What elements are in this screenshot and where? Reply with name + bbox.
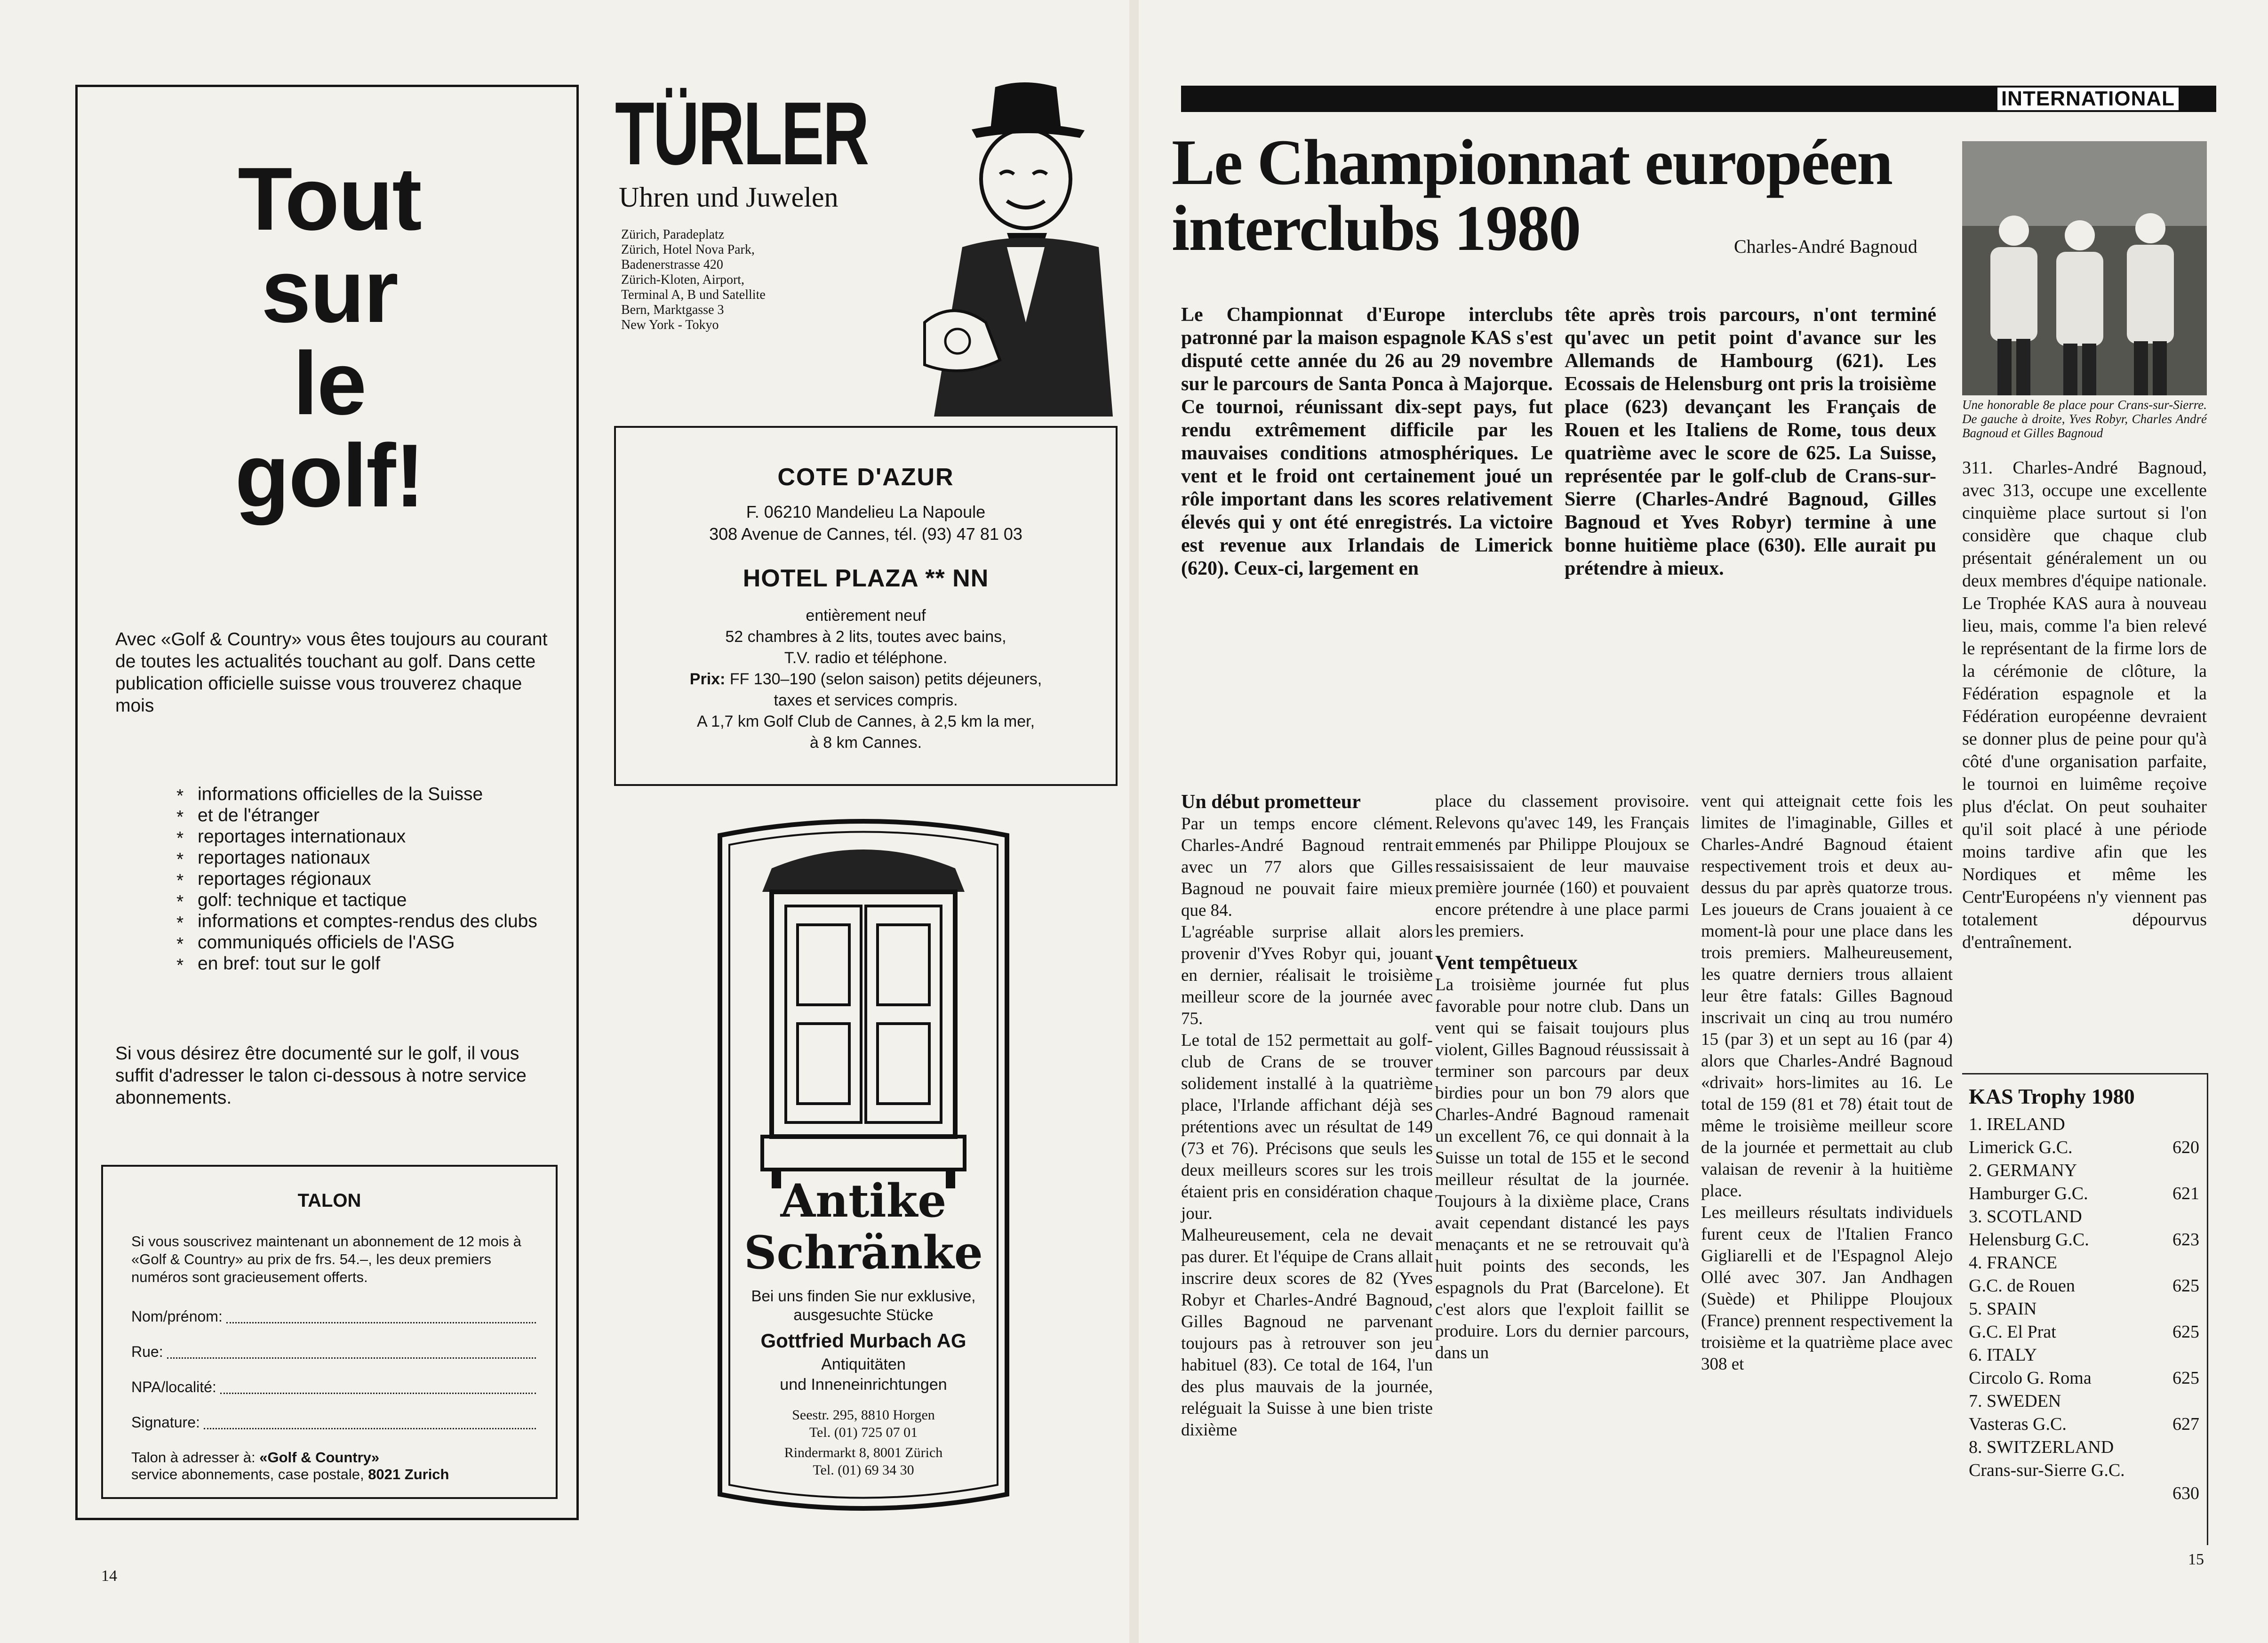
team-score: 627: [2172, 1414, 2199, 1434]
turler-addresses: Zürich, Paradeplatz Zürich, Hotel Nova Park, Badenerstrasse 420 Zürich-Kloten, Airport, Terminal A, B und Satellite Bern, Marktgasse 3 New York - Tokyo: [621, 227, 766, 332]
antike-company: Gottfried Murbach AG: [760, 1330, 966, 1352]
team-photo: [1962, 141, 2207, 395]
team-score: 621: [2172, 1184, 2199, 1203]
hotel-plaza-ad: [614, 426, 1118, 786]
club-name: Hamburger G.C.: [1969, 1184, 2088, 1203]
antike-address: Seestr. 295, 8810 Horgen: [792, 1407, 935, 1423]
antike-tagline: ausgesuchte Stücke: [793, 1306, 934, 1323]
antike-title-1: Antike: [780, 1174, 947, 1227]
golf-bullet-list: [176, 784, 572, 974]
club-name: Circolo G. Roma: [1969, 1368, 2092, 1388]
hotel-detail: T.V. radio et téléphone.: [784, 649, 948, 667]
antike-schraenke-ad: [711, 817, 1016, 1513]
hotel-detail: à 8 km Cannes.: [809, 734, 922, 752]
table-row: 4. FRANCE: [1969, 1253, 2057, 1273]
hotel-detail: entièrement neuf: [806, 607, 926, 625]
trophy-title: KAS Trophy 1980: [1969, 1084, 2135, 1108]
club-name: Vasteras G.C.: [1969, 1414, 2067, 1434]
subheading: Vent tempêtueux: [1435, 952, 1578, 974]
table-row: [1969, 1274, 2199, 1297]
antike-text: und Inneneinrichtungen: [780, 1376, 947, 1394]
subheading: Un début prometteur: [1181, 791, 1361, 813]
table-row: [1969, 1136, 2199, 1159]
table-row: 1. IRELAND: [1969, 1114, 2065, 1134]
hotel-detail: A 1,7 km Golf Club de Cannes, à 2,5 km la mer,: [696, 713, 1035, 730]
table-row: 7. SWEDEN: [1969, 1391, 2061, 1411]
list-item: * informations officielles de la Suisse: [176, 784, 572, 805]
club-name: Helensburg G.C.: [1969, 1230, 2089, 1250]
list-item: * communiqués officiels de l'ASG: [176, 932, 572, 953]
article-author: Charles-André Bagnoud: [1734, 236, 1917, 257]
table-row: [1969, 1367, 2199, 1389]
antike-address: Tel. (01) 725 07 01: [809, 1425, 918, 1440]
table-row: [1969, 1182, 2199, 1205]
paragraph: Les meilleurs résultats individuels furent ceux de l'Italien Franco Gigliarelli et de l'Espagnol Alejo Ollé avec 307. Jan Andhagen (Suède) et Philippe Ploujoux (France) prennent respectivement la troisième et la quatrième place avec 308 et: [1701, 1203, 1953, 1374]
table-row: 6. ITALY: [1969, 1345, 2037, 1365]
hotel-address-1: F. 06210 Mandelieu La Napoule: [746, 502, 986, 521]
table-row: [1969, 1228, 2199, 1251]
team-score: 630: [2172, 1483, 2199, 1503]
left-page: [0, 0, 1129, 1643]
turler-ad: [605, 78, 1118, 417]
photo-caption: Une honorable 8e place pour Crans-sur-Sierre. De gauche à droite, Yves Robyr, Charles André Bagnoud et Gilles Bagnoud: [1962, 398, 2207, 440]
section-bar: [1181, 86, 2216, 112]
signature-field[interactable]: Signature:: [131, 1414, 536, 1431]
team-score: 625: [2172, 1368, 2199, 1388]
club-name: Limerick G.C.: [1969, 1138, 2073, 1157]
kas-trophy-table: [1962, 1073, 2208, 1545]
hotel-address-2: 308 Avenue de Cannes, tél. (93) 47 81 03: [709, 524, 1022, 544]
article-column-4: 311. Charles-André Bagnoud, avec 313, occupe une excellente cinquième place surtout si l'on considère que chaque club présentait généralement un ou deux membres d'équipe nationale. Le Trophée KAS aura à nouveau lieu, mais, comme l'a bien relevé le représentant de la firme lors de la cérémonie de clôture, la Fédération espagnole et la Fédération européenne devraient se donner plus de peine pour qu'à côté d'une organisation parfaite, le tournoi en luimême reçoive plus d'éclat. On peut souhaiter qu'il soit placé à une période moins tardive afin que les Nordiques et même les Centr'Européens n'y viennent pas totalement dépourvus d'entraînement.: [1962, 458, 2207, 952]
antike-address: Rindermarkt 8, 8001 Zürich: [784, 1445, 943, 1460]
paragraph: L'agréable surprise allait alors provenir d'Yves Robyr qui, jouant en dernier, réalisait le troisième meilleur score de la journée avec 75.: [1181, 922, 1433, 1028]
table-row: 3. SCOTLAND: [1969, 1207, 2082, 1226]
hotel-price: Prix: FF 130–190 (selon saison) petits déjeuners,: [689, 670, 1042, 688]
list-item: * reportages nationaux: [176, 847, 572, 868]
paragraph: La troisième journée fut plus favorable pour notre club. Dans un vent qui se faisait toujours plus violent, Gilles Bagnoud réussissait à terminer son parcours par deux birdies pour un bon 79 alors que Charles-André Bagnoud ramenait un excellent 76, ce qui donnait à la Suisse un total de 155 et le second meilleur résultat de la journée. Toujours à la dixième place, Crans avait cependant distancé les pays menaçants et ne se retrouvait qu'à huit points des seconds, les espagnols du Prat (Barcelone). Et c'est alors que l'exploit faillit se produire. Lors du dernier parcours, dans un: [1435, 975, 1689, 1362]
team-score: 623: [2172, 1230, 2199, 1250]
golf-intro-text: Avec «Golf & Country» vous êtes toujours au courant de toutes les actualités touchant au golf. Dans cette publication officielle suisse vous trouverez chaque mois: [115, 629, 548, 716]
right-page: [1139, 0, 2268, 1643]
list-item: * et de l'étranger: [176, 805, 572, 826]
article-title: Le Championnat européen interclubs 1980: [1172, 126, 1892, 264]
talon-title: TALON: [297, 1190, 361, 1211]
gentleman-illustration-icon: [906, 78, 1118, 417]
talon-address: Talon à adresser à: «Golf & Country» service abonnements, case postale, 8021 Zurich: [131, 1449, 449, 1483]
article-column-3: [1701, 791, 1953, 1375]
paragraph: Le total de 152 permettait au golf-club de Crans de se trouver solidement installé à la quatrième place, l'Irlande affichant déjà ses prétentions avec un résultat de 149 (73 et 76). Précisons que seuls les deux meilleurs scores sur les trois étaient pris en considération chaque jour.: [1181, 1031, 1433, 1223]
golf-outro-text: Si vous désirez être documenté sur le golf, il vous suffit d'adresser le talon ci-dessous à notre service abonnements.: [115, 1043, 527, 1108]
antike-title-2: Schränke: [744, 1226, 983, 1279]
golf-headline: Tout sur le golf!: [235, 149, 424, 526]
table-row: 2. GERMANY: [1969, 1161, 2077, 1180]
paragraph: place du classement provisoire. Relevons qu'avec 149, les Français emmenés par Philippe Ploujoux se ressaisissaient de leur mauvaise première journée (160) et pouvaient encore prétendre à une place parmi les premiers.: [1435, 792, 1689, 941]
hotel-detail: taxes et services compris.: [774, 691, 958, 709]
team-score: 625: [2172, 1322, 2199, 1342]
team-score: 625: [2172, 1276, 2199, 1296]
hotel-detail: 52 chambres à 2 lits, toutes avec bains,: [725, 628, 1006, 646]
paragraph: Par un temps encore clément. Charles-André Bagnoud rentrait avec un 77 alors que Gilles Bagnoud ne pouvait faire mieux que 84.: [1181, 814, 1433, 920]
postcode-city-field[interactable]: NPA/localité:: [131, 1379, 536, 1396]
lead-paragraph-right: tête après trois parcours, n'ont terminé qu'avec un petit point d'avance sur les Allemands de Hambourg (621). Les Ecossais de Helensburg ont pris la troisième place (623) devançant les Français de Rouen et les Italiens de Rome, tous deux quatrième avec le score de 625. La Suisse, représentée par le golf-club de Crans-sur-Sierre (Charles-André Bagnoud, Gilles Bagnoud et Yves Robyr) termine à une bonne huitième place (630). Elle aurait pu prétendre à mieux.: [1565, 304, 1936, 579]
table-row: [1969, 1321, 2199, 1343]
list-item: * reportages régionaux: [176, 868, 572, 890]
lead-paragraph-left: Le Championnat d'Europe interclubs patronné par la maison espagnole KAS s'est disputé cette année du 26 au 29 novembre sur le parcours de Santa Ponca à Majorque. Ce tournoi, réunissant dix-sept pays, fut rendu extrêmement difficile par les mauvaises conditions atmosphériques. Le vent et le froid ont certainement joué un rôle important dans les scores relativement élevés qui y ont été enregistrés. La victoire est revenue aux Irlandais de Limerick (620). Ceux-ci, largement en: [1181, 304, 1553, 579]
antike-address: Tel. (01) 69 34 30: [813, 1462, 914, 1478]
section-label: INTERNATIONAL: [1997, 88, 2179, 110]
club-name: G.C. El Prat: [1969, 1322, 2056, 1342]
name-field[interactable]: Nom/prénom:: [131, 1308, 536, 1325]
list-item: * reportages internationaux: [176, 826, 572, 847]
paragraph: vent qui atteignait cette fois les limites de l'imaginable, Gilles et Charles-André Bagnoud étaient respectivement trois et deux au-dessus du par après quatorze trous. Les joueurs de Crans jouaient à ce moment-là pour une place dans les trois premiers. Malheureusement, les quatre derniers trous allaient leur être fatals: Gilles Bagnoud inscrivait un cinq au trou numéro 15 (par 3) et un sept au 16 (par 4) alors que Charles-André Bagnoud «drivait» hors-limites au 16. Le total de 159 (81 et 78) était tout de même le troisième meilleur score de la journée et permettait au club valaisan de revenir à la huitième place.: [1701, 792, 1953, 1201]
golf-country-ad: [75, 85, 579, 1520]
table-row: 8. SWITZERLAND: [1969, 1437, 2114, 1457]
list-item: * informations et comptes-rendus des clubs: [176, 911, 572, 932]
hotel-region: COTE D'AZUR: [777, 464, 954, 491]
club-name: Crans-sur-Sierre G.C.: [1969, 1460, 2125, 1480]
team-score: 620: [2172, 1138, 2199, 1157]
page-number: 15: [2188, 1551, 2204, 1568]
hotel-name: HOTEL PLAZA ** NN: [743, 565, 989, 592]
table-row: [1969, 1459, 2199, 1503]
table-row: [1969, 1413, 2199, 1435]
antike-tagline: Bei uns finden Sie nur exklusive,: [751, 1287, 976, 1305]
turler-subtitle: Uhren und Juwelen: [619, 182, 839, 213]
turler-logo: TÜRLER: [615, 84, 868, 184]
page-number: 14: [101, 1567, 117, 1585]
street-field[interactable]: Rue:: [131, 1343, 536, 1361]
list-item: * en bref: tout sur le golf: [176, 953, 572, 974]
list-item: * golf: technique et tactique: [176, 890, 572, 911]
talon-text: Si vous souscrivez maintenant un abonnement de 12 mois à «Golf & Country» au prix de frs. 54.–, les deux premiers numéros sont gracieusement offerts.: [131, 1233, 521, 1285]
article-column-1: [1181, 791, 1433, 1441]
antike-text: Antiquitäten: [821, 1355, 906, 1373]
table-row: 5. SPAIN: [1969, 1299, 2037, 1319]
paragraph: Malheureusement, cela ne devait pas durer. Et l'équipe de Crans allait inscrire deux scores de 82 (Yves Robyr et Charles-André Bagnoud, Gilles Bagnoud ne parvenant toujours pas à retrouver son jeu habituel (83). Ce total de 164, l'un des plus mauvais de la journée, reléguait la Suisse à une bien triste dixième: [1181, 1226, 1433, 1440]
club-name: G.C. de Rouen: [1969, 1276, 2075, 1296]
article-column-2: [1435, 791, 1689, 1364]
talon-form: [101, 1165, 558, 1499]
